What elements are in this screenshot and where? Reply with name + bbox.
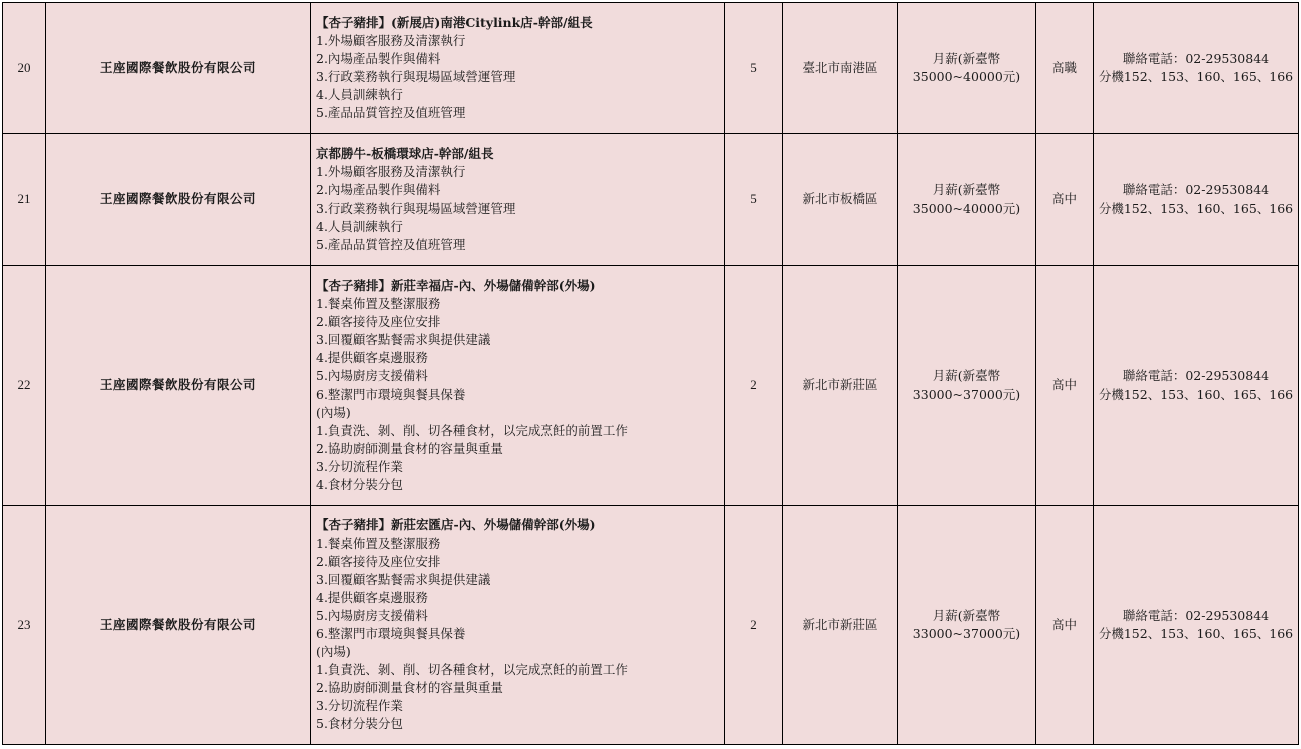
company-name: 王座國際餐飲股份有限公司 xyxy=(46,266,311,506)
table-row xyxy=(3,506,1299,745)
contact-info xyxy=(1094,3,1299,134)
duty-line: 4.食材分裝分包 xyxy=(316,476,403,492)
duty-line: 1.外場顧客服務及清潔執行 xyxy=(316,164,466,180)
salary-range: 35000~40000元) xyxy=(912,69,1021,84)
duty-line: 2.協助廚師測量食材的容量與重量 xyxy=(316,440,503,456)
work-location: 臺北市南港區 xyxy=(783,3,898,134)
duty-line: 2.顧客接待及座位安排 xyxy=(316,314,441,330)
company-name: 王座國際餐飲股份有限公司 xyxy=(46,3,311,134)
job-description xyxy=(311,266,725,506)
contact-info xyxy=(1094,506,1299,745)
duty-line: 3.分切流程作業 xyxy=(316,698,403,714)
duty-line: 4.人員訓練執行 xyxy=(316,87,403,103)
salary xyxy=(898,134,1036,266)
duty-line: 6.整潔門市環境與餐具保養 xyxy=(316,626,466,641)
duty-line: 2.內場產品製作與備料 xyxy=(316,50,441,66)
duty-line: 5.食材分裝分包 xyxy=(316,716,403,732)
contact-phone: 聯絡電話：02-29530844 xyxy=(1122,607,1270,623)
job-title: 【杏子豬排】新莊宏匯店-內、外場儲備幹部(外場) xyxy=(316,517,596,533)
job-title: 京都勝牛-板橋環球店-幹部/組長 xyxy=(316,146,494,162)
openings-count: 2 xyxy=(725,506,783,745)
contact-phone: 聯絡電話：02-29530844 xyxy=(1122,368,1270,384)
duty-line: 3.分切流程作業 xyxy=(316,458,403,474)
salary xyxy=(898,3,1036,134)
contact-extensions: 分機152、153、160、165、166 xyxy=(1098,69,1294,84)
work-location: 新北市板橋區 xyxy=(783,134,898,266)
company-name: 王座國際餐飲股份有限公司 xyxy=(46,134,311,266)
salary-label: 月薪(新臺幣 xyxy=(932,182,1001,198)
job-description xyxy=(311,134,725,266)
contact-extensions: 分機152、153、160、165、166 xyxy=(1098,386,1294,402)
education-requirement: 高中 xyxy=(1036,266,1094,506)
openings-count: 5 xyxy=(725,134,783,266)
openings-count: 2 xyxy=(725,266,783,506)
job-title: 【杏子豬排】新莊幸福店-內、外場儲備幹部(外場) xyxy=(316,277,596,293)
row-number: 20 xyxy=(3,3,46,134)
duty-section-label: (內場) xyxy=(316,404,351,420)
duty-line: 5.產品品質管控及值班管理 xyxy=(316,105,466,121)
education-requirement: 高中 xyxy=(1036,134,1094,266)
duty-line: 4.人員訓練執行 xyxy=(316,218,403,234)
job-description xyxy=(311,3,725,134)
work-location: 新北市新莊區 xyxy=(783,266,898,506)
contact-extensions: 分機152、153、160、165、166 xyxy=(1098,626,1294,641)
education-requirement: 高中 xyxy=(1036,506,1094,745)
job-description xyxy=(311,506,725,745)
duty-line: 1.外場顧客服務及清潔執行 xyxy=(316,32,466,48)
contact-phone: 聯絡電話：02-29530844 xyxy=(1122,182,1270,198)
salary-range: 33000~37000元) xyxy=(912,386,1021,402)
row-number: 23 xyxy=(3,506,46,745)
work-location: 新北市新莊區 xyxy=(783,506,898,745)
duty-section-label: (內場) xyxy=(316,644,351,660)
duty-line: 1.負責洗、剝、削、切各種食材，以完成烹飪的前置工作 xyxy=(316,662,628,678)
table-row xyxy=(3,266,1299,506)
duty-line: 3.回覆顧客點餐需求與提供建議 xyxy=(316,571,491,587)
salary-label: 月薪(新臺幣 xyxy=(932,607,1001,623)
salary-label: 月薪(新臺幣 xyxy=(932,50,1001,66)
table-row xyxy=(3,134,1299,266)
duty-line: 4.提供顧客桌邊服務 xyxy=(316,350,428,366)
duty-line: 2.協助廚師測量食材的容量與重量 xyxy=(316,680,503,696)
contact-phone: 聯絡電話：02-29530844 xyxy=(1122,50,1270,66)
contact-extensions: 分機152、153、160、165、166 xyxy=(1098,200,1294,216)
salary xyxy=(898,266,1036,506)
duty-line: 1.負責洗、剝、削、切各種食材，以完成烹飪的前置工作 xyxy=(316,422,628,438)
salary-range: 35000~40000元) xyxy=(912,200,1021,216)
duty-line: 5.內場廚房支援備料 xyxy=(316,607,428,623)
duty-line: 6.整潔門市環境與餐具保養 xyxy=(316,386,466,402)
duty-line: 2.內場產品製作與備料 xyxy=(316,182,441,198)
company-name: 王座國際餐飲股份有限公司 xyxy=(46,506,311,745)
duty-line: 3.行政業務執行與現場區域營運管理 xyxy=(316,69,516,84)
duty-line: 5.內場廚房支援備料 xyxy=(316,368,428,384)
salary-range: 33000~37000元) xyxy=(912,626,1021,641)
duty-line: 1.餐桌佈置及整潔服務 xyxy=(316,535,441,551)
job-listings-table xyxy=(2,2,1299,745)
salary xyxy=(898,506,1036,745)
job-title: 【杏子豬排】(新展店)南港Citylink店-幹部/組長 xyxy=(316,14,593,30)
openings-count: 5 xyxy=(725,3,783,134)
table-row xyxy=(3,3,1299,134)
duty-line: 2.顧客接待及座位安排 xyxy=(316,553,441,569)
education-requirement: 高職 xyxy=(1036,3,1094,134)
duty-line: 1.餐桌佈置及整潔服務 xyxy=(316,296,441,312)
duty-line: 3.行政業務執行與現場區域營運管理 xyxy=(316,200,516,216)
duty-line: 3.回覆顧客點餐需求與提供建議 xyxy=(316,332,491,348)
row-number: 21 xyxy=(3,134,46,266)
duty-line: 4.提供顧客桌邊服務 xyxy=(316,589,428,605)
salary-label: 月薪(新臺幣 xyxy=(932,368,1001,384)
contact-info xyxy=(1094,266,1299,506)
duty-line: 5.產品品質管控及值班管理 xyxy=(316,236,466,252)
contact-info xyxy=(1094,134,1299,266)
row-number: 22 xyxy=(3,266,46,506)
